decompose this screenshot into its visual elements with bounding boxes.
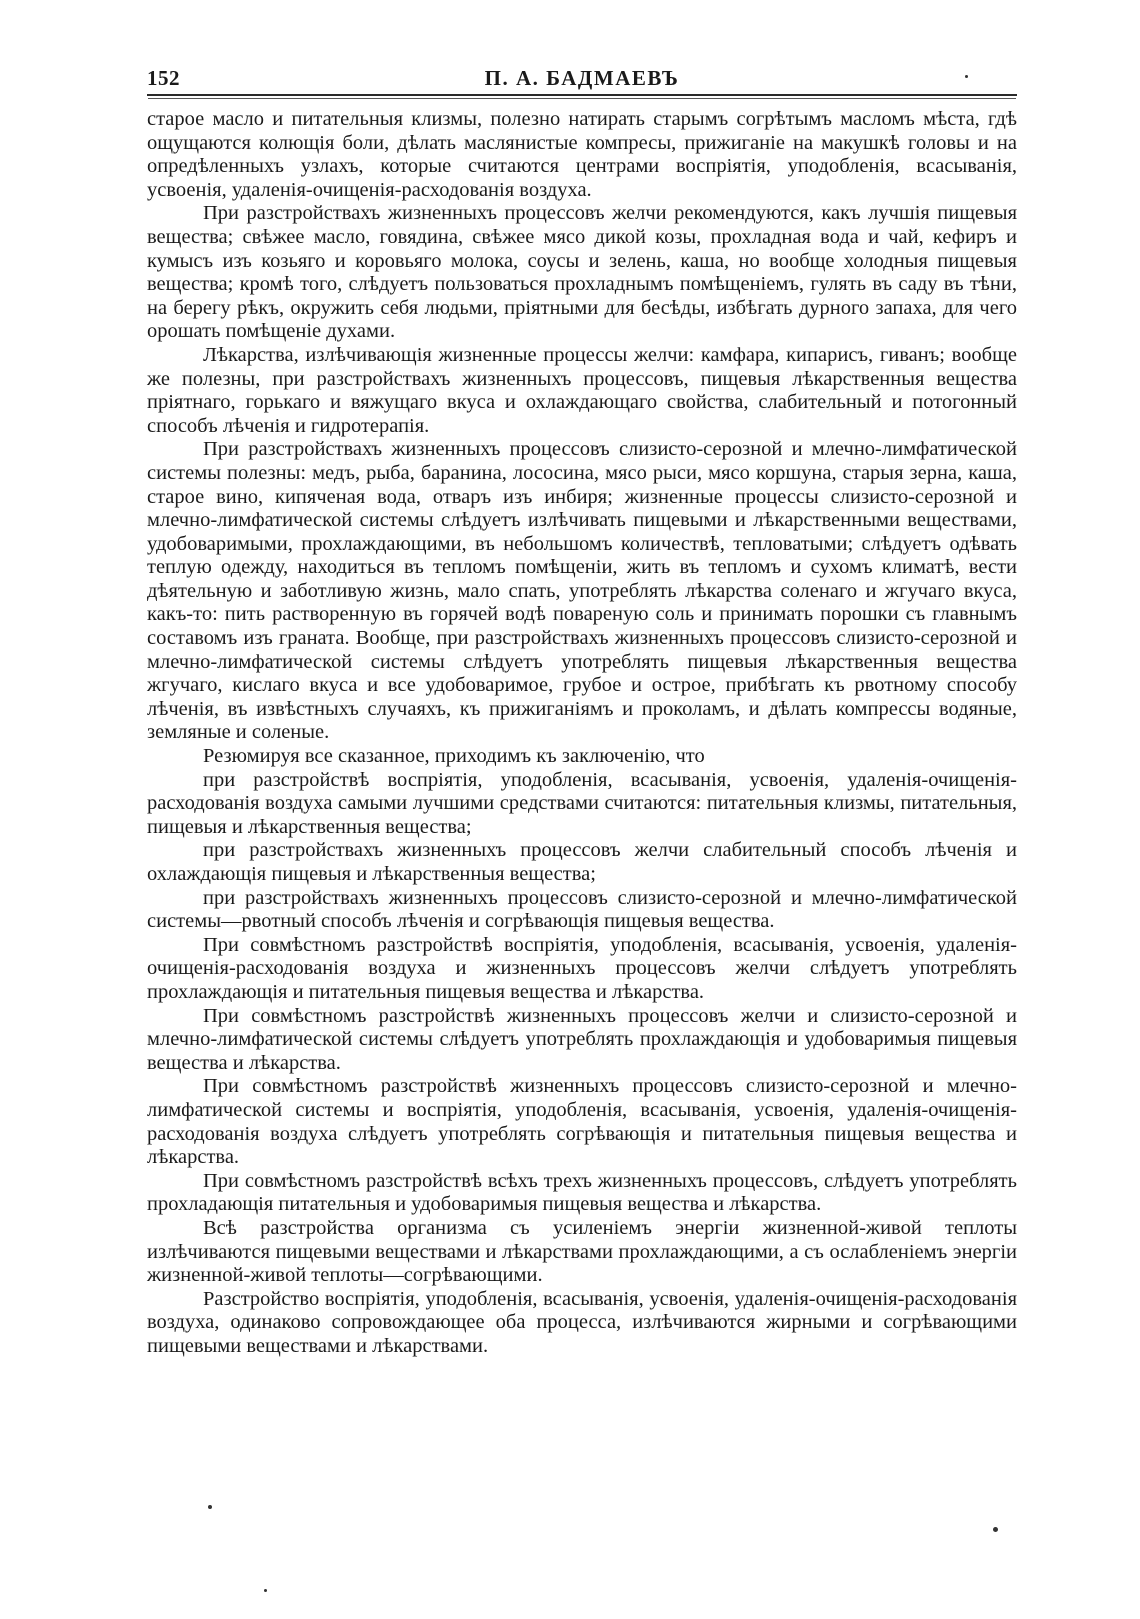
paragraph-combined-all-three: При совмѣстномъ разстройствѣ всѣхъ трехъ жизненныхъ процессовъ, слѣдуетъ употреблять прохладающія питательныя и удобоваримыя пищевыя вещества и лѣкарства.	[147, 1169, 1017, 1216]
summary-item-mucous: при разстройствахъ жизненныхъ процессовъ слизисто-серозной и млечно-лимфатической системы—рвотный способъ лѣченія и согрѣвающія пищевыя вещества.	[147, 886, 1017, 933]
scan-speck	[965, 75, 968, 78]
paragraph-mucous-lymph: При разстройствахъ жизненныхъ процессовъ слизисто-серозной и млечно-лимфатической системы полезны: медъ, рыба, баранина, лососина, мясо рыси, мясо коршуна, старыя зерна, каша, старое вино, кипяченая вода, отваръ изъ инбиря; жизненные процессы слизисто-серозной и млечно-лимфатической системы слѣдуетъ излѣчивать пищевыми и лѣкарственными веществами, удобоваримыми, прохлаждающими, въ небольшомъ количествѣ, тепловатыми; слѣдуетъ одѣвать теплую одежду, находиться въ тепломъ помѣщеніи, жить въ тепломъ и сухомъ климатѣ, вести дѣятельную и заботливую жизнь, мало спать, употреблять лѣкарства соленаго и жгучаго вкуса, какъ-то: пить растворенную въ горячей водѣ повареную соль и принимать порошки съ главнымъ составомъ изъ граната. Вообще, при разстройствахъ жизненныхъ процессовъ слизисто-серозной и млечно-лимфатической системы слѣдуетъ употреблять пищевыя лѣкарственныя вещества жгучаго, кислаго вкуса и все удобоваримое, грубое и острое, прибѣгать къ рвотному способу лѣченія, въ извѣстныхъ случаяхъ, къ прижиганіямъ и проколамъ, и дѣлать компрессы водяные, земляные и соленые.	[147, 438, 1017, 744]
summary-item-bile: при разстройствахъ жизненныхъ процессовъ желчи слабительный способъ лѣченія и охлаждающія пищевыя и лѣкарственныя вещества;	[147, 839, 1017, 885]
paragraph-combined-mucous-air: При совмѣстномъ разстройствѣ жизненныхъ процессовъ слизисто-серозной и млечно-лимфатической системы и воспріятія, уподобленія, всасыванія, усвоенія, удаленія-очищенія-расходованія воздуха слѣдуетъ употреблять согрѣвающія и питательныя пищевыя вещества и лѣкарства.	[147, 1075, 1017, 1169]
paragraph-combined-bile-mucous: При совмѣстномъ разстройствѣ жизненныхъ процессовъ желчи и слизисто-серозной и млечно-лимфатической системы слѣдуетъ употреблять прохлаждающія и удобоваримыя пищевыя вещества и лѣкарства.	[147, 1004, 1017, 1074]
paragraph-heat-energy: Всѣ разстройства организма съ усиленіемъ энергіи жизненной-живой теплоты излѣчиваются пищевыми веществами и лѣкарствами прохлаждающими, а съ ослабленіемъ энергіи жизненной-живой теплоты—согрѣвающими.	[147, 1216, 1017, 1287]
summary-item-air: при разстройствѣ воспріятія, уподобленія, всасыванія, усвоенія, удаленія-очищенія-расходованія воздуха самыми лучшими средствами считаются: питательныя клизмы, питательныя, пищевыя и лѣкарственныя вещества;	[147, 768, 1017, 838]
paragraph-combined-air-bile: При совмѣстномъ разстройствѣ воспріятія, уподобленія, всасыванія, усвоенія, удаленія-очищенія-расходованія воздуха и жизненныхъ процессовъ желчи слѣдуетъ употреблять прохлаждающія и питательныя пищевыя вещества и лѣкарства.	[147, 933, 1017, 1003]
paragraph-continuation: старое масло и питательныя клизмы, полезно натирать старымъ согрѣтымъ масломъ мѣста, гдѣ ощущаются колющія боли, дѣлать маслянистые компресы, прижиганіе на макушкѣ головы и на опредѣленныхъ узлахъ, которые считаются центрами воспріятія, уподобленія, всасыванія, усвоенія, удаленія-очищенія-расходованія воздуха.	[147, 108, 1017, 201]
paragraph-conclusion: Разстройство воспріятія, уподобленія, всасыванія, усвоенія, удаленія-очищенія-расходованія воздуха, одинаково сопровождающее оба процесса, излѣчиваются жирными и согрѣвающими пищевыми веществами и лѣкарствами.	[147, 1287, 1017, 1357]
scan-speck	[993, 1527, 998, 1532]
scan-speck	[264, 1589, 267, 1592]
running-title: П. А. БАДМАЕВЪ	[484, 66, 680, 90]
body-text	[147, 108, 1017, 1358]
paragraph-summary-intro: Резюмируя все сказанное, приходимъ къ заключенію, что	[203, 745, 705, 768]
running-head	[147, 60, 1017, 96]
scan-speck	[208, 1505, 212, 1509]
paragraph-bile-medicines: Лѣкарства, излѣчивающія жизненные процессы желчи: камфара, кипарисъ, гиванъ; вообще же полезны, при разстройствахъ жизненныхъ процессовъ, пищевыя лѣкарственныя вещества пріятнаго, горькаго и вяжущаго вкуса и охлаждающаго свойства, слабительный и потогонный способъ лѣченія и гидротерапія.	[147, 343, 1017, 437]
page-number: 152	[147, 66, 180, 90]
book-page	[147, 60, 1017, 1358]
paragraph-bile-diet: При разстройствахъ жизненныхъ процессовъ желчи рекомендуются, какъ лучшія пищевыя вещества; свѣжее масло, говядина, свѣжее мясо дикой козы, прохладная вода и чай, кефиръ и кумысъ изъ козьяго и коровьяго молока, соусы и зелень, каша, но вообще холодныя пищевыя вещества; кромѣ того, слѣдуетъ пользоваться прохладнымъ помѣщеніемъ, гулять въ саду въ тѣни, на берегу рѣкъ, окружить себя людьми, пріятными для бесѣды, избѣгать дурного запаха, для чего орошать помѣщеніе духами.	[147, 202, 1017, 343]
